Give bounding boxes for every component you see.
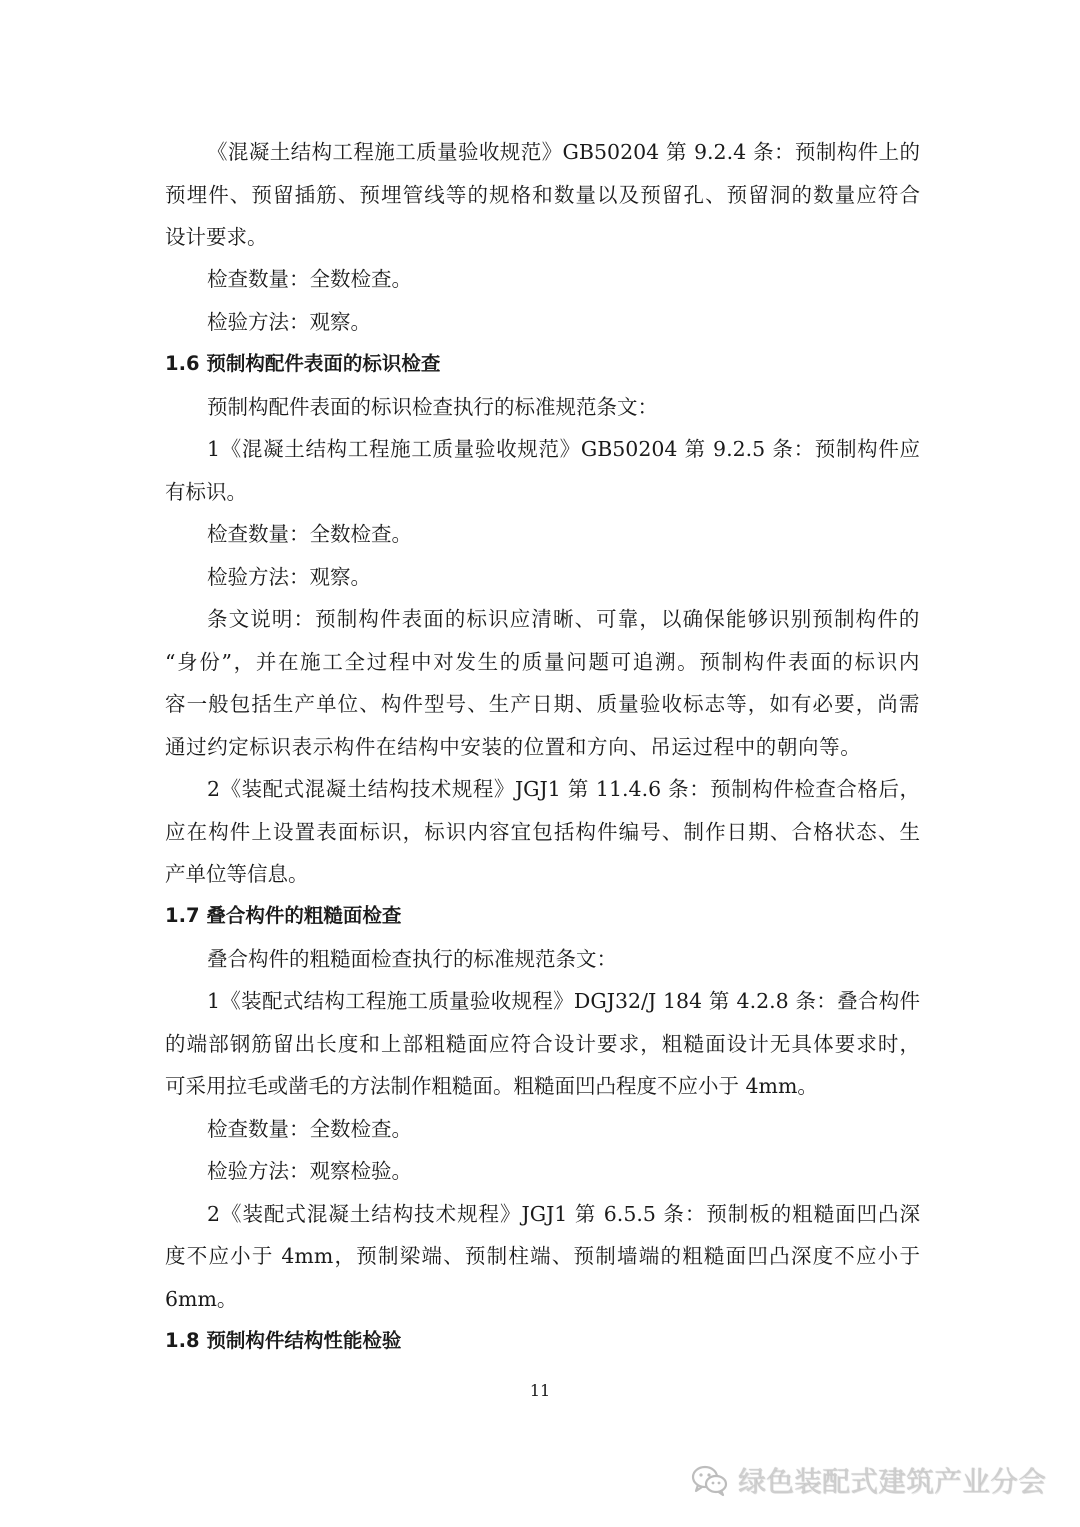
paragraph-line: 产单位等信息。 — [165, 862, 309, 886]
section-heading-1-8: 1.8 预制构件结构性能检验 — [165, 1329, 402, 1352]
paragraph-line: 检查数量：全数检查。 — [207, 522, 412, 546]
paragraph-line: 应在构件上设置表面标识，标识内容宜包括构件编号、制作日期、合格状态、生 — [165, 820, 920, 844]
watermark — [690, 1458, 1046, 1502]
paragraph-line: 1《混凝土结构工程施工质量验收规范》GB50204 第 9.2.5 条：预制构件应 — [207, 437, 920, 461]
paragraph-line: 的端部钢筋留出长度和上部粗糙面应符合设计要求，粗糙面设计无具体要求时， — [165, 1032, 920, 1056]
clause-note-line: 条文说明：预制构件表面的标识应清晰、可靠，以确保能够识别预制构件的 — [207, 607, 920, 631]
wechat-icon — [690, 1463, 730, 1497]
paragraph-line: 可采用拉毛或凿毛的方法制作粗糙面。粗糙面凹凸程度不应小于 4mm。 — [165, 1074, 818, 1098]
paragraph-line: 检验方法：观察。 — [207, 310, 371, 334]
section-heading-1-6: 1.6 预制构配件表面的标识检查 — [165, 352, 441, 375]
paragraph-line: 叠合构件的粗糙面检查执行的标准规范条文： — [207, 947, 617, 971]
paragraph-line: 6mm。 — [165, 1287, 238, 1311]
paragraph-line: 《混凝土结构工程施工质量验收规范》GB50204 第 9.2.4 条：预制构件上的 — [207, 140, 920, 164]
paragraph-line: 检验方法：观察检验。 — [207, 1159, 412, 1183]
paragraph-line: 1《装配式结构工程施工质量验收规程》DGJ32/J 184 第 4.2.8 条：叠合构件 — [207, 989, 920, 1013]
watermark-text: 绿色装配式建筑产业分会 — [737, 1465, 1046, 1498]
clause-note-line: 容一般包括生产单位、构件型号、生产日期、质量验收标志等，如有必要，尚需 — [165, 692, 920, 716]
paragraph-line: 检查数量：全数检查。 — [207, 1117, 412, 1141]
paragraph-line: 度不应小于 4mm，预制梁端、预制柱端、预制墙端的粗糙面凹凸深度不应小于 — [165, 1244, 920, 1268]
page-number: 11 — [529, 1381, 551, 1400]
paragraph-line: 有标识。 — [165, 480, 247, 504]
section-heading-1-7: 1.7 叠合构件的粗糙面检查 — [165, 904, 402, 927]
paragraph-line: 检验方法：观察。 — [207, 565, 371, 589]
paragraph-line: 预埋件、预留插筋、预埋管线等的规格和数量以及预留孔、预留洞的数量应符合 — [165, 183, 920, 207]
paragraph-line: 检查数量：全数检查。 — [207, 267, 412, 291]
clause-note-line: “身份”，并在施工全过程中对发生的质量问题可追溯。预制构件表面的标识内 — [165, 650, 920, 674]
paragraph-line: 2《装配式混凝土结构技术规程》JGJ1 第 11.4.6 条：预制构件检查合格后， — [207, 777, 920, 801]
paragraph-line: 2《装配式混凝土结构技术规程》JGJ1 第 6.5.5 条：预制板的粗糙面凹凸深 — [207, 1202, 920, 1226]
clause-note-line: 通过约定标识表示构件在结构中安装的位置和方向、吊运过程中的朝向等。 — [165, 735, 862, 759]
paragraph-line: 设计要求。 — [165, 225, 268, 249]
paragraph-line: 预制构配件表面的标识检查执行的标准规范条文： — [207, 395, 658, 419]
